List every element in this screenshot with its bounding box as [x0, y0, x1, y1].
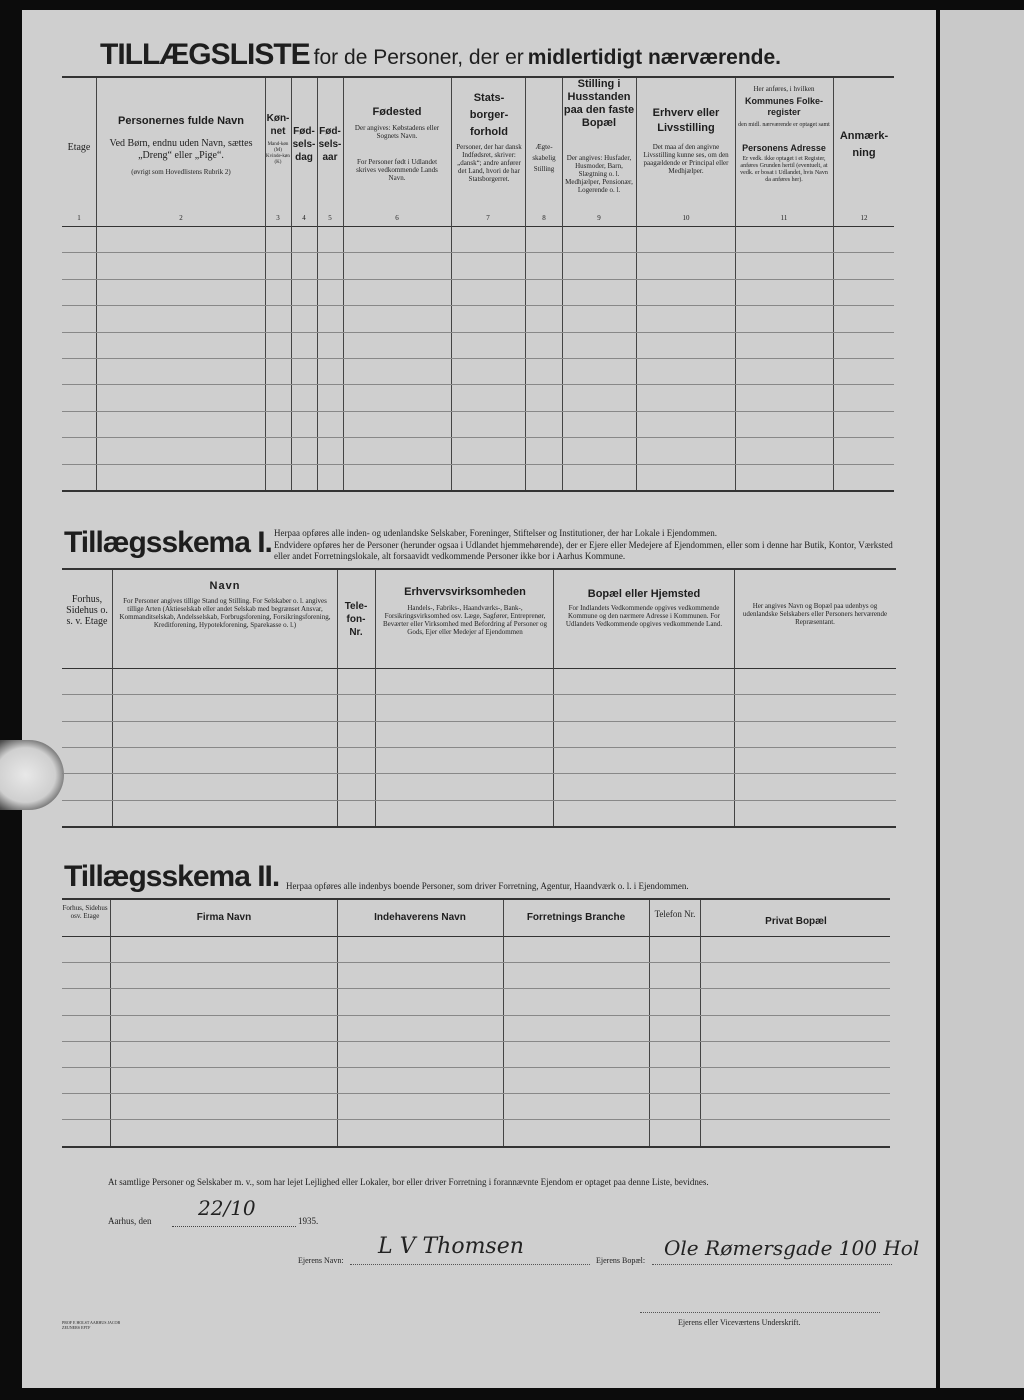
skema2-title: Tillægsskema II.: [64, 860, 280, 893]
handwritten-owner-name: L V Thomsen: [378, 1234, 524, 1259]
handwritten-date: 22/10: [198, 1196, 256, 1220]
column-divider: [525, 78, 526, 490]
place-label: Aarhus, den: [108, 1216, 152, 1226]
entry-row-line: [62, 279, 894, 280]
signature-line: [640, 1312, 880, 1313]
entry-row-line: [62, 437, 894, 438]
col-address-note: Er vedk. ikke optaget i et Register, anføres Grunden hertil (eventuelt, at vedk. er bosat i Udlandet, hvis Navn da anføres her).: [740, 156, 828, 183]
s1-col-business: Erhvervsvirksomheden: [404, 586, 526, 598]
s2-col-firm: Firma Navn: [196, 912, 252, 923]
s1-col-phone: Tele-fon-Nr.: [344, 601, 368, 638]
column-divider: [636, 78, 637, 490]
entry-row-line: [62, 721, 896, 722]
col-birthplace-note: Der angives: Købstadens eller Sognets Navn.: [354, 124, 440, 140]
header-bottom-border: [62, 226, 894, 227]
s1-col-name: Navn: [209, 580, 241, 592]
col-register-header: Kommunes Folke-register: [744, 96, 823, 117]
column-divider: [553, 570, 554, 826]
col-occupation-note: Det maa af den angivne Livsstilling kunne ses, om den paagældende er Principal eller Medhjælper.: [643, 143, 729, 175]
skema1-header-border: [62, 668, 896, 669]
owner-address-line: [652, 1264, 892, 1265]
col-name-header: Personernes fulde Navn: [118, 115, 244, 127]
skema1-text2: Endvidere opføres her de Personer (herunder ogsaa i Udlandet hjemmehørende), der er Ejere eller Medejere af Ejendommen, eller som i denne har Butik, Kontor, Værksted eller andet Forretningslokale, alt forsaavidt vedkommende Personer ikke bor i Aarhus Kommune.: [274, 540, 893, 561]
entry-row-line: [62, 1119, 890, 1120]
col-gender-header: Køn-net: [266, 113, 290, 137]
col-name-instructions: Ved Børn, endnu uden Navn, sættes „Dreng“ eller „Pige“.: [109, 138, 253, 161]
col-num: 11: [780, 214, 788, 222]
s1-col-representative-note: Her angives Navn og Bopæl paa udenbys og udenlandske Selskabers eller Personers herværende Repræsentant.: [742, 602, 888, 626]
s1-col-business-note: Handels-, Fabriks-, Haandværks-, Bank-, Forsikringsvirksomhed osv. Læge, Sagfører, Entreprenør, Beværter eller Virksomhed med Befordring af Personer og Gods, Ejer eller Medejer af Ejendommen: [382, 604, 548, 636]
col-address-header: Personens Adresse: [742, 143, 826, 153]
entry-row-line: [62, 773, 896, 774]
entry-row-line: [62, 464, 894, 465]
entry-row-line: [62, 694, 896, 695]
col-num: 5: [328, 214, 332, 222]
table-top-border: [62, 76, 894, 78]
entry-row-line: [62, 384, 894, 385]
owner-name-line: [350, 1264, 590, 1265]
col-num: 12: [860, 214, 868, 222]
attestation-statement: At samtlige Personer og Selskaber m. v., som har lejet Lejlighed eller Lokaler, bor eller driver Forretning i forannævnte Ejendom er optaget paa denne Liste, bevidnes.: [108, 1177, 709, 1187]
column-divider: [265, 78, 266, 490]
entry-row-line: [62, 332, 894, 333]
col-birthplace-note2: For Personer født i Udlandet skrives vedkommende Lands Navn.: [356, 158, 438, 182]
s1-col-residence-note: For Indlandets Vedkommende opgives vedkommende Kommune og den nærmere Adresse i Kommunen. For Udlandets Vedkommende opgives vedkommende Land.: [565, 604, 723, 628]
column-divider: [700, 900, 701, 1146]
col-household-note: Der angives: Husfader, Husmoder, Barn, Slægtning o. l. Medhjælper, Pensionær, Logerende o. l.: [565, 154, 633, 194]
col-register-pre: Her anføres, i hvilken: [753, 85, 815, 93]
column-divider: [451, 78, 452, 490]
col-num: 6: [395, 214, 399, 222]
column-divider: [337, 570, 338, 826]
column-divider: [96, 78, 97, 490]
col-num: 1: [77, 214, 81, 222]
col-register-note: den midl. nærværende er optaget samt: [738, 122, 830, 128]
s2-col-owner: Indehaverens Navn: [374, 912, 466, 923]
s1-col-name-note: For Personer angives tillige Stand og Stilling. For Selskaber o. l. angives tillige Arten (Aktieselskab eller andet Selskab med begrænset Ansvar, Kommanditselskab, Andelsselskab, Forbrugsforening, Forsikringsforening, Kreditforening, Hypotekforening, Sparekasse o. l.): [119, 597, 331, 629]
skema2-header-border: [62, 936, 890, 937]
table-bottom-border: [62, 490, 894, 492]
handwritten-owner-address: Ole Rømersgade 100 Hol: [664, 1236, 920, 1260]
entry-row-line: [62, 252, 894, 253]
col-citizenship-note: Personer, der har dansk Indfødsret, skriver: „dansk“; andre anfører det Land, hvori de har Statsborgerret.: [456, 143, 522, 183]
col-remarks-header: Anmærk-ning: [839, 130, 889, 159]
column-divider: [343, 78, 344, 490]
s2-col-phone: Telefon Nr.: [654, 909, 696, 919]
col-num: 9: [597, 214, 601, 222]
col-num: 10: [682, 214, 690, 222]
entry-row-line: [62, 800, 896, 801]
entry-row-line: [62, 1015, 890, 1016]
skema2-top-border: [62, 898, 890, 900]
s2-col-branch: Forretnings Branche: [526, 912, 626, 923]
skema1-top-border: [62, 568, 896, 570]
col-num: 4: [302, 214, 306, 222]
col-household-header: Stilling i Husstanden paa den faste Bopæl: [563, 78, 635, 129]
s2-col-private: Privat Bopæl: [765, 916, 827, 927]
entry-row-line: [62, 988, 890, 989]
year-label: 1935.: [298, 1216, 319, 1226]
owner-address-label: Ejerens Bopæl:: [596, 1256, 646, 1265]
entry-row-line: [62, 411, 894, 412]
form-title: TILLÆGSLISTE for de Personer, der er midlertidigt nærværende.: [100, 38, 782, 71]
skema1-title: Tillægsskema I.: [64, 526, 272, 559]
col-birthday-header: Fød-sels-dag: [292, 126, 316, 163]
col-occupation-header: Erhverv eller Livsstilling: [652, 107, 720, 134]
col-num: 7: [486, 214, 490, 222]
date-line: [172, 1226, 296, 1227]
adjacent-page-edge: [940, 10, 1024, 1388]
column-divider: [735, 78, 736, 490]
entry-row-line: [62, 305, 894, 306]
entry-row-line: [62, 1041, 890, 1042]
col-marital-header: Ægte-skabelig Stilling: [532, 143, 556, 173]
column-divider: [503, 900, 504, 1146]
printer-mark: PROF E HOLST AARHUS JACOB ZEUNERS EFTF: [62, 1320, 121, 1330]
owner-name-label: Ejerens Navn:: [298, 1256, 344, 1265]
entry-row-line: [62, 1093, 890, 1094]
column-divider: [734, 570, 735, 826]
entry-row-line: [62, 962, 890, 963]
entry-row-line: [62, 1067, 890, 1068]
col-citizenship-header: Stats-borger-forhold: [469, 92, 509, 138]
skema2-bottom-border: [62, 1146, 890, 1148]
signature-label: Ejerens eller Viceværtens Underskrift.: [678, 1318, 801, 1327]
entry-row-line: [62, 358, 894, 359]
col-num: 3: [276, 214, 280, 222]
column-divider: [337, 900, 338, 1146]
column-divider: [562, 78, 563, 490]
column-divider: [112, 570, 113, 826]
col-num: 2: [179, 214, 183, 222]
column-divider: [110, 900, 111, 1146]
entry-row-line: [62, 747, 896, 748]
skema1-text1: Herpaa opføres alle inden- og udenlandske Selskaber, Foreninger, Stiftelser og Institutioner, der har Lokale i Ejendommen.: [274, 528, 718, 538]
skema2-text: Herpaa opføres alle indenbys boende Personer, som driver Forretning, Agentur, Haandværk o. l. i Ejendommen.: [286, 881, 689, 891]
column-divider: [649, 900, 650, 1146]
col-gender-note: Mand-køn (M) Kvinde-køn (K): [266, 142, 290, 165]
s2-col-etage: Forhus, Sidehus osv. Etage: [62, 904, 108, 920]
col-birthyear-header: Fød-sels-aar: [318, 126, 342, 163]
col-num: 8: [542, 214, 546, 222]
col-name-note: (øvrigt som Hovedlistens Rubrik 2): [131, 168, 231, 176]
skema1-bottom-border: [62, 826, 896, 828]
col-etage-header: Etage: [67, 142, 91, 153]
s1-col-etage: Forhus, Sidehus o. s. v. Etage: [66, 594, 108, 627]
s1-col-residence: Bopæl eller Hjemsted: [587, 588, 701, 600]
column-divider: [375, 570, 376, 826]
col-birthplace-header: Fødested: [372, 106, 422, 118]
